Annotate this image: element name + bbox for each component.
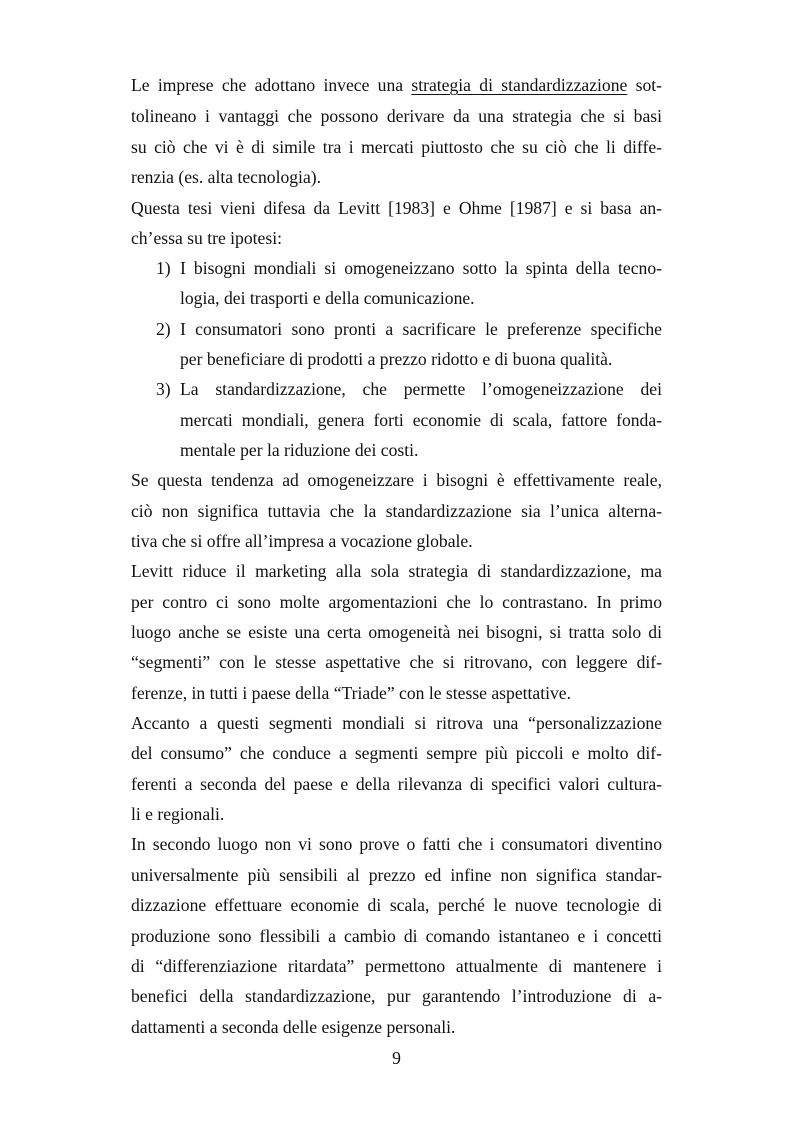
paragraph-6-line-3: dizzazione effettuare economie di scala, perché le nuove tecnologie di	[131, 895, 662, 915]
list-item-3-line-1: La standardizzazione, che permette l’omogeneizzazione dei	[180, 379, 662, 399]
paragraph-2-line-2: ch’essa su tre ipotesi:	[131, 228, 282, 248]
paragraph-6-line-5: di “differenziazione ritardata” permettono attualmente di mantenere i	[131, 956, 662, 976]
paragraph-4-line-4: “segmenti” con le stesse aspettative che si ritrovano, con leggere dif-	[131, 652, 662, 672]
list-item-2-line-1: I consumatori sono pronti a sacrificare le preferenze specifiche	[180, 319, 662, 339]
paragraph-6-line-1: In secondo luogo non vi sono prove o fatti che i consumatori diventino	[131, 834, 662, 854]
paragraph-5-line-2: del consumo” che conduce a segmenti sempre più piccoli e molto dif-	[131, 743, 662, 763]
paragraph-1-line-4: renzia (es. alta tecnologia).	[131, 167, 322, 187]
list-item-1-line-2: logia, dei trasporti e della comunicazione.	[180, 288, 475, 308]
underlined-term: strategia di standardizzazione	[411, 75, 628, 95]
list-item-2-number: 2)	[156, 319, 171, 339]
paragraph-6-line-6: benefici della standardizzazione, pur garantendo l’introduzione di a-	[131, 986, 662, 1006]
paragraph-4-line-5: ferenze, in tutti i paese della “Triade” con le stesse aspettative.	[131, 683, 571, 703]
paragraph-1-line-2: tolineano i vantaggi che possono derivare da una strategia che si basi	[131, 106, 662, 126]
paragraph-2-line-1: Questa tesi vieni difesa da Levitt [1983] e Ohme [1987] e si basa an-	[131, 198, 662, 218]
paragraph-6-line-4: produzione sono flessibili a cambio di comando istantaneo e i concetti	[131, 926, 662, 946]
paragraph-1-line-3: su ciò che vi è di simile tra i mercati piuttosto che su ciò che li diffe-	[131, 137, 662, 157]
paragraph-3-line-1: Se questa tendenza ad omogeneizzare i bisogni è effettivamente reale,	[131, 470, 662, 490]
paragraph-1-line-1: Le imprese che adottano invece una strategia di standardizzazione sot-	[131, 75, 662, 95]
list-item-3-number: 3)	[156, 379, 171, 399]
paragraph-3-line-3: tiva che si offre all’impresa a vocazione globale.	[131, 531, 473, 551]
list-item-2-line-2: per beneficiare di prodotti a prezzo ridotto e di buona qualità.	[180, 349, 613, 369]
paragraph-3-line-2: ciò non significa tuttavia che la standardizzazione sia l’unica alterna-	[131, 501, 662, 521]
page-number: 9	[392, 1048, 401, 1068]
paragraph-4-line-3: luogo anche se esiste una certa omogeneità nei bisogni, si tratta solo di	[131, 622, 662, 642]
list-item-3-line-3: mentale per la riduzione dei costi.	[180, 440, 419, 460]
paragraph-6-line-2: universalmente più sensibili al prezzo ed infine non significa standar-	[131, 865, 662, 885]
paragraph-5-line-3: ferenti a seconda del paese e della rilevanza di specifici valori cultura-	[131, 774, 662, 794]
list-item-1-number: 1)	[156, 258, 171, 278]
paragraph-5-line-1: Accanto a questi segmenti mondiali si ritrova una “personalizzazione	[131, 713, 662, 733]
paragraph-4-line-1: Levitt riduce il marketing alla sola strategia di standardizzazione, ma	[131, 561, 662, 581]
list-item-3-line-2: mercati mondiali, genera forti economie di scala, fattore fonda-	[180, 410, 662, 430]
paragraph-4-line-2: per contro ci sono molte argomentazioni che lo contrastano. In primo	[131, 592, 662, 612]
list-item-1-line-1: I bisogni mondiali si omogeneizzano sotto la spinta della tecno-	[180, 258, 662, 278]
paragraph-5-line-4: li e regionali.	[131, 804, 225, 824]
paragraph-6-line-7: dattamenti a seconda delle esigenze personali.	[131, 1017, 456, 1037]
